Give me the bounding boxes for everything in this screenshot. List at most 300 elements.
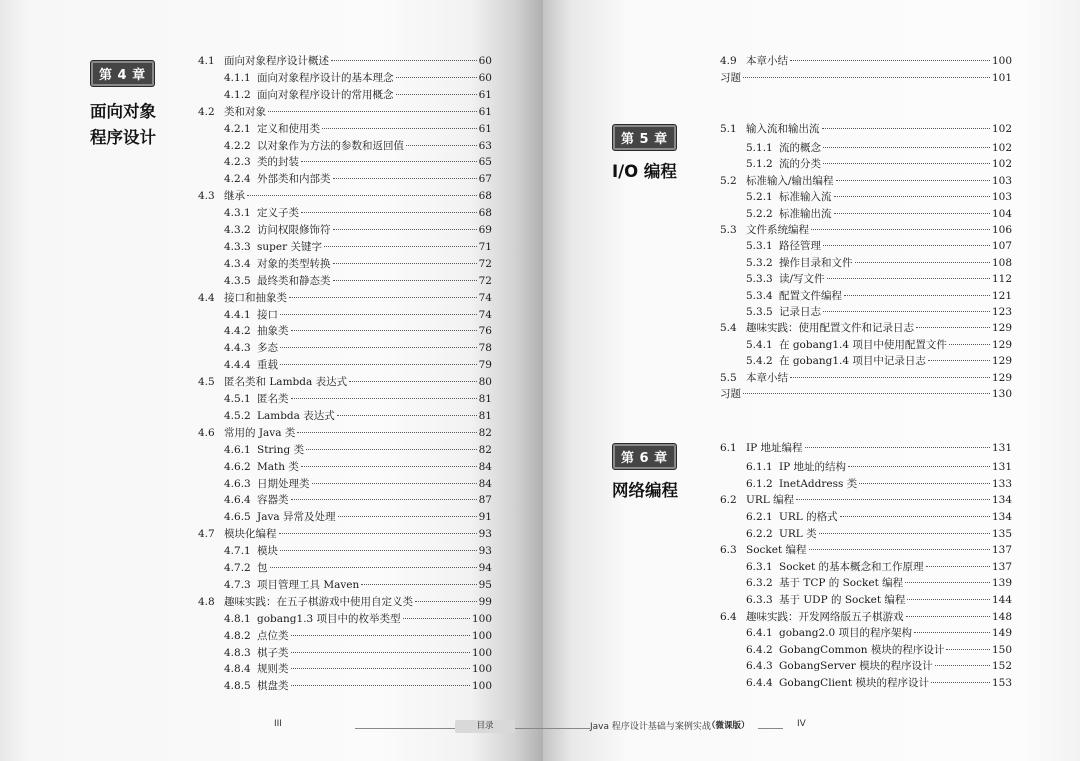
toc-entry-number: 5.4	[720, 322, 737, 335]
toc-entry-title: 接口和抽象类	[224, 291, 287, 304]
toc-entry-number: 5.2.1	[746, 191, 773, 204]
toc-entry-number: 5.1	[720, 123, 737, 135]
toc-entry-number: 4.2.4	[224, 173, 251, 186]
footer-rule	[515, 728, 543, 729]
toc-entry[interactable]	[746, 304, 1012, 320]
toc-entry-title: 类的封装	[257, 156, 299, 169]
chapter-title: 网络编程	[612, 481, 678, 500]
toc-entry[interactable]	[746, 509, 1012, 525]
toc-entry-page: 84	[478, 460, 492, 473]
toc-entry[interactable]	[198, 290, 492, 306]
toc-entry-page: 65	[478, 156, 492, 169]
toc-entry-title: 匿名类和 Lambda 表达式	[224, 376, 348, 389]
toc-leader-dots	[312, 483, 477, 484]
toc-leader-dots	[291, 685, 470, 686]
toc-entry-page: 101	[991, 71, 1012, 84]
toc-entry-number: 4.1	[198, 55, 215, 67]
toc-entry-title: 最终类和静态类	[257, 274, 331, 287]
toc-entry[interactable]	[746, 206, 1012, 222]
toc-entry[interactable]	[746, 592, 1012, 608]
toc-entry[interactable]	[224, 87, 492, 103]
toc-entry-title: GobangCommon 模块的程序设计	[779, 643, 945, 656]
toc-entry-number: 4.3.5	[224, 274, 251, 287]
toc-entry-title: Math 类	[257, 460, 299, 473]
toc-entry-number: 4.2.1	[224, 122, 251, 135]
toc-entry-page: 131	[991, 461, 1012, 474]
toc-leader-dots	[280, 314, 477, 315]
toc-entry-number: 6.4.1	[746, 627, 773, 640]
toc-entry-number: 4.3	[198, 190, 215, 203]
toc-entry-number: 4.8.5	[224, 680, 251, 693]
toc-entry-page: 121	[991, 289, 1012, 302]
toc-leader-dots	[935, 665, 990, 666]
toc-entry-number: 6.1.2	[746, 477, 773, 490]
toc-entry[interactable]	[198, 425, 492, 441]
toc-entry-title: gobang1.3 项目中的枚举类型	[257, 612, 401, 625]
toc-entry-number: 4.5.1	[224, 393, 251, 405]
toc-leader-dots	[301, 212, 477, 213]
toc-entry[interactable]	[746, 559, 1012, 575]
book-title: Java 程序设计基础与案例实战	[590, 722, 711, 732]
toc-entry[interactable]	[224, 256, 492, 272]
toc-entry-number: 6.2.1	[746, 510, 773, 523]
toc-entry-title: 基于 UDP 的 Socket 编程	[779, 593, 906, 606]
toc-leader-dots	[289, 297, 477, 298]
toc-entry[interactable]	[224, 357, 492, 373]
toc-entry-page: 80	[478, 376, 492, 389]
toc-entry-number: 5.2	[720, 174, 737, 187]
toc-entry[interactable]	[720, 222, 1012, 238]
toc-entry-title: 外部类和内部类	[257, 173, 331, 186]
toc-entry-number: 5.3.5	[746, 305, 773, 318]
toc-entry-number: 6.4	[720, 610, 737, 623]
toc-entry[interactable]	[746, 575, 1012, 591]
toc-leader-dots	[823, 163, 990, 164]
toc-entry-title: 定义和使用类	[257, 122, 320, 135]
toc-entry-title: 访问权限修饰符	[257, 224, 331, 236]
toc-entry-title: 匿名类	[257, 393, 289, 405]
toc-entry-title: 标准输出流	[779, 207, 832, 220]
toc-entry[interactable]	[720, 609, 1012, 625]
toc-leader-dots	[790, 60, 990, 61]
toc-entry-title: IP 地址编程	[746, 442, 803, 454]
toc-entry-number: 4.3.1	[224, 207, 251, 220]
toc-leader-dots	[280, 364, 477, 365]
toc-entry[interactable]	[198, 594, 492, 610]
toc-leader-dots	[247, 195, 477, 196]
toc-entry-number: 6.4.4	[746, 676, 773, 689]
toc-entry[interactable]	[224, 476, 492, 492]
toc-entry-title: 点位类	[257, 629, 289, 642]
toc-entry[interactable]	[198, 526, 492, 542]
toc-leader-dots	[333, 178, 477, 179]
toc-entry-page: 102	[991, 141, 1012, 154]
toc-entry-page: 134	[991, 510, 1012, 523]
toc-leader-dots	[743, 77, 990, 78]
toc-entry[interactable]	[224, 442, 492, 458]
toc-entry-number: 4.6.2	[224, 460, 251, 473]
toc-entry-title: 包	[257, 562, 268, 574]
toc-entry-number: 4.3.4	[224, 257, 251, 270]
toc-entry-number: 4.5	[198, 376, 215, 389]
toc-entry[interactable]	[224, 239, 492, 255]
toc-entry-number: 4.4.3	[224, 342, 251, 355]
toc-entry-page: 100	[471, 680, 492, 693]
toc-leader-dots	[333, 280, 477, 281]
toc-entry-title: 面向对象程序设计的基本理念	[257, 71, 394, 84]
toc-entry-title: Lambda 表达式	[257, 409, 335, 422]
toc-entry-page: 60	[478, 71, 492, 84]
toc-entry-title: 习题	[720, 387, 741, 400]
toc-entry-page: 63	[478, 139, 492, 152]
toc-entry-page: 103	[991, 174, 1012, 187]
toc-leader-dots	[301, 161, 477, 162]
toc-entry-page: 84	[478, 477, 492, 490]
toc-entry-title: GobangServer 模块的程序设计	[779, 660, 933, 673]
toc-entry[interactable]	[746, 288, 1012, 304]
toc-entry-page: 79	[478, 359, 492, 372]
toc-leader-dots	[790, 377, 990, 378]
toc-entry-title: 以对象作为方法的参数和返回值	[257, 139, 404, 152]
toc-entry-number: 5.1.1	[746, 141, 773, 154]
toc-entry-title: 输入流和输出流	[746, 123, 820, 135]
toc-entry-title: 重载	[257, 359, 278, 372]
toc-entry-title: URL 的格式	[779, 510, 838, 523]
toc-leader-dots	[280, 550, 477, 551]
toc-entry-number: 4.2	[198, 105, 215, 118]
toc-entry[interactable]	[746, 255, 1012, 271]
toc-entry[interactable]	[198, 374, 492, 390]
toc-entry[interactable]	[224, 273, 492, 289]
toc-entry-number: 4.9	[720, 55, 737, 67]
toc-entry[interactable]	[720, 320, 1012, 336]
toc-entry[interactable]	[224, 492, 492, 508]
toc-leader-dots	[333, 263, 477, 264]
toc-entry-page: 106	[991, 223, 1012, 236]
toc-entry-number: 4.6.1	[224, 443, 251, 456]
toc-leader-dots	[331, 60, 477, 61]
toc-entry-number: 4.7	[198, 528, 215, 541]
toc-entry[interactable]	[224, 645, 492, 661]
edition-label: （微课版）	[707, 721, 750, 731]
toc-leader-dots	[743, 393, 990, 394]
toc-leader-dots	[836, 180, 990, 181]
toc-entry[interactable]	[746, 642, 1012, 658]
toc-entry[interactable]	[224, 678, 492, 694]
toc-entry-number: 6.3.3	[746, 593, 773, 606]
toc-entry-page: 102	[991, 123, 1012, 135]
toc-entry-page: 67	[478, 173, 492, 186]
toc-leader-dots	[931, 682, 990, 683]
toc-entry-title: 棋盘类	[257, 680, 289, 693]
toc-entry[interactable]	[224, 577, 492, 593]
toc-entry[interactable]	[224, 509, 492, 525]
toc-entry[interactable]	[224, 611, 492, 627]
toc-entry[interactable]	[224, 121, 492, 137]
toc-entry-title: GobangClient 模块的程序设计	[779, 676, 929, 689]
toc-entry[interactable]	[198, 104, 492, 120]
toc-entry-page: 112	[991, 273, 1012, 286]
toc-leader-dots	[914, 632, 990, 633]
toc-entry-title: 流的分类	[779, 158, 821, 171]
toc-leader-dots	[805, 447, 990, 448]
toc-entry-title: 项目管理工具 Maven	[257, 578, 360, 591]
toc-entry-page: 68	[478, 207, 492, 220]
toc-entry-title: 标准输入/输出编程	[746, 174, 834, 187]
toc-entry-page: 69	[478, 224, 492, 236]
toc-entry[interactable]	[224, 391, 492, 407]
toc-entry[interactable]	[224, 138, 492, 154]
toc-entry-title: 基于 TCP 的 Socket 编程	[779, 577, 904, 590]
toc-entry[interactable]	[746, 459, 1012, 475]
toc-leader-dots	[796, 499, 990, 500]
toc-entry-title: 在 gobang1.4 项目中记录日志	[779, 355, 926, 368]
toc-entry[interactable]	[224, 70, 492, 86]
toc-entry[interactable]	[224, 408, 492, 424]
toc-entry-title: 对象的类型转换	[257, 257, 331, 270]
toc-entry-title: 本章小结	[746, 371, 788, 384]
toc-entry-page: 87	[478, 494, 492, 507]
toc-entry-number: 4.7.3	[224, 578, 251, 591]
toc-entry-page: 68	[478, 190, 492, 203]
toc-entry-title: 多态	[257, 342, 278, 355]
toc-entry-page: 91	[478, 511, 492, 524]
toc-entry-title: 习题	[720, 71, 741, 84]
toc-leader-dots	[928, 360, 990, 361]
toc-entry[interactable]	[224, 222, 492, 238]
toc-entry-page: 95	[478, 578, 492, 591]
toc-entry-number: 4.8.4	[224, 663, 251, 676]
toc-leader-dots	[291, 668, 470, 669]
toc-leader-dots	[396, 77, 477, 78]
toc-entry-number: 6.2.2	[746, 527, 773, 540]
toc-entry[interactable]	[224, 323, 492, 339]
toc-entry[interactable]	[720, 386, 1012, 402]
toc-entry-number: 6.3.1	[746, 560, 773, 573]
toc-leader-dots	[322, 128, 477, 129]
toc-entry-page: 94	[478, 562, 492, 574]
toc-entry-page: 71	[478, 240, 492, 253]
toc-entry[interactable]	[198, 53, 492, 69]
toc-entry[interactable]	[198, 188, 492, 204]
toc-entry-page: 81	[478, 409, 492, 422]
toc-entry-title: 本章小结	[746, 55, 788, 67]
toc-entry[interactable]	[224, 154, 492, 170]
toc-entry[interactable]	[746, 189, 1012, 205]
toc-entry[interactable]	[746, 156, 1012, 172]
toc-entry-page: 131	[991, 442, 1012, 454]
toc-entry-page: 133	[991, 477, 1012, 490]
toc-entry-title: IP 地址的结构	[779, 461, 847, 474]
toc-entry[interactable]	[224, 307, 492, 323]
toc-entry-number: 5.3.1	[746, 240, 773, 253]
toc-leader-dots	[905, 582, 990, 583]
toc-entry[interactable]	[746, 337, 1012, 353]
toc-leader-dots	[840, 516, 990, 517]
toc-entry-page: 93	[478, 528, 492, 541]
toc-entry-title: 类和对象	[224, 105, 266, 118]
toc-leader-dots	[823, 245, 990, 246]
toc-leader-dots	[301, 466, 477, 467]
toc-entry-title: 趣味实践：开发网络版五子棋游戏	[746, 610, 904, 623]
toc-entry-title: gobang2.0 项目的程序架构	[779, 627, 913, 640]
toc-entry-title: 日期处理类	[257, 477, 310, 490]
toc-entry-title: 模块	[257, 545, 278, 558]
toc-entry[interactable]	[224, 628, 492, 644]
toc-entry-page: 148	[991, 610, 1012, 623]
toc-entry-page: 108	[991, 256, 1012, 269]
toc-entry-page: 153	[991, 676, 1012, 689]
toc-entry-title: 容器类	[257, 494, 289, 507]
toc-entry[interactable]	[224, 661, 492, 677]
toc-entry[interactable]	[224, 171, 492, 187]
toc-entry-title: 文件系统编程	[746, 223, 809, 236]
toc-leader-dots	[280, 347, 477, 348]
toc-leader-dots	[333, 229, 477, 230]
toc-entry-number: 5.3.4	[746, 289, 773, 302]
toc-entry-number: 5.4.1	[746, 338, 773, 351]
toc-entry[interactable]	[224, 560, 492, 576]
toc-entry-page: 134	[991, 494, 1012, 507]
toc-entry-page: 137	[991, 544, 1012, 557]
toc-entry-title: 配置文件编程	[779, 289, 842, 302]
toc-entry[interactable]	[224, 340, 492, 356]
toc-entry-number: 6.1.1	[746, 461, 773, 474]
toc-entry-title: 抽象类	[257, 325, 289, 338]
toc-entry-title: Socket 的基本概念和工作原理	[779, 560, 924, 573]
toc-entry-number: 4.6.5	[224, 511, 251, 524]
toc-leader-dots	[337, 415, 477, 416]
toc-entry[interactable]	[746, 658, 1012, 674]
toc-entry-number: 6.3	[720, 544, 737, 557]
toc-entry-page: 107	[991, 240, 1012, 253]
toc-entry[interactable]	[720, 70, 1012, 86]
toc-leader-dots	[291, 635, 470, 636]
page-number: III	[274, 719, 282, 729]
toc-entry-page: 61	[478, 122, 492, 135]
toc-entry-page: 72	[478, 257, 492, 270]
toc-entry-title: 在 gobang1.4 项目中使用配置文件	[779, 338, 947, 351]
toc-entry-number: 4.8	[198, 595, 215, 608]
toc-leader-dots	[926, 566, 990, 567]
toc-entry-title: 定义子类	[257, 207, 299, 220]
toc-entry[interactable]	[746, 271, 1012, 287]
toc-leader-dots	[361, 584, 476, 585]
toc-entry-number: 5.3.2	[746, 256, 773, 269]
toc-entry[interactable]	[720, 173, 1012, 189]
toc-entry-title: Socket 编程	[746, 544, 807, 557]
toc-entry[interactable]	[720, 121, 1012, 137]
toc-entry-page: 129	[991, 338, 1012, 351]
toc-entry-title: 面向对象程序设计概述	[224, 55, 329, 67]
toc-entry[interactable]	[746, 526, 1012, 542]
toc-entry-number: 4.3.3	[224, 240, 251, 253]
toc-leader-dots	[403, 618, 470, 619]
footer-rule	[543, 728, 590, 729]
toc-entry[interactable]	[746, 140, 1012, 156]
chapter-4-heading	[90, 60, 156, 151]
right-page	[543, 0, 1080, 761]
toc-entry[interactable]	[224, 205, 492, 221]
toc-entry-page: 74	[478, 291, 492, 304]
toc-leader-dots	[291, 398, 477, 399]
toc-entry-title: URL 类	[779, 527, 817, 540]
page-number: IV	[797, 719, 806, 729]
toc-entry-page: 82	[478, 443, 492, 456]
toc-entry[interactable]	[746, 476, 1012, 492]
toc-entry-page: 100	[471, 629, 492, 642]
toc-leader-dots	[291, 330, 477, 331]
toc-entry-page: 81	[478, 393, 492, 405]
toc-leader-dots	[827, 278, 990, 279]
toc-entry-number: 4.6.3	[224, 477, 251, 490]
chapter-5-heading	[612, 124, 677, 185]
toc-leader-dots	[949, 344, 990, 345]
toc-entry-title: 棋子类	[257, 646, 289, 659]
toc-entry-page: 129	[991, 322, 1012, 335]
toc-entry-number: 6.4.3	[746, 660, 773, 673]
toc-entry[interactable]	[224, 543, 492, 559]
toc-leader-dots	[809, 549, 990, 550]
toc-entry[interactable]	[746, 625, 1012, 641]
toc-entry-page: 123	[991, 305, 1012, 318]
toc-entry-page: 129	[991, 371, 1012, 384]
toc-entry-page: 102	[991, 158, 1012, 171]
toc-entry-title: 标准输入流	[779, 191, 832, 204]
toc-entry-number: 4.8.3	[224, 646, 251, 659]
toc-entry[interactable]	[746, 353, 1012, 369]
toc-entry-title: 流的概念	[779, 141, 821, 154]
toc-leader-dots	[946, 649, 990, 650]
toc-entry-page: 130	[991, 387, 1012, 400]
toc-entry-number: 5.5	[720, 371, 737, 384]
toc-leader-dots	[907, 599, 990, 600]
toc-entry[interactable]	[746, 675, 1012, 691]
toc-entry-number: 5.1.2	[746, 158, 773, 171]
toc-entry-title: 读/写文件	[779, 273, 825, 286]
toc-entry-title: 趣味实践：使用配置文件和记录日志	[746, 322, 914, 335]
toc-entry-page: 103	[991, 191, 1012, 204]
toc-entry-title: 路径管理	[779, 240, 821, 253]
toc-entry-title: URL 编程	[746, 494, 795, 507]
toc-leader-dots	[859, 483, 990, 484]
toc-entry[interactable]	[746, 238, 1012, 254]
toc-entry-page: 100	[991, 55, 1012, 67]
toc-entry[interactable]	[720, 542, 1012, 558]
toc-entry-number: 5.3	[720, 223, 737, 236]
toc-entry-page: 144	[991, 593, 1012, 606]
toc-entry[interactable]	[720, 370, 1012, 386]
toc-leader-dots	[811, 229, 990, 230]
toc-entry[interactable]	[720, 53, 1012, 69]
toc-entry-title: 趣味实践：在五子棋游戏中使用自定义类	[224, 595, 413, 608]
chapter-title: I/O 编程	[612, 162, 677, 181]
toc-leader-dots	[834, 196, 990, 197]
toc-leader-dots	[819, 533, 990, 534]
toc-entry-number: 4.6	[198, 426, 215, 439]
chapter-badge: 第 4 章	[90, 60, 155, 87]
toc-leader-dots	[823, 311, 990, 312]
toc-leader-dots	[823, 147, 990, 148]
toc-leader-dots	[279, 533, 477, 534]
toc-entry[interactable]	[720, 492, 1012, 508]
toc-entry[interactable]	[224, 459, 492, 475]
toc-entry[interactable]	[720, 440, 1012, 456]
chapter-6-heading	[612, 443, 678, 504]
toc-leader-dots	[916, 327, 990, 328]
toc-entry-page: 61	[478, 88, 492, 101]
toc-entry-number: 4.8.1	[224, 612, 251, 625]
